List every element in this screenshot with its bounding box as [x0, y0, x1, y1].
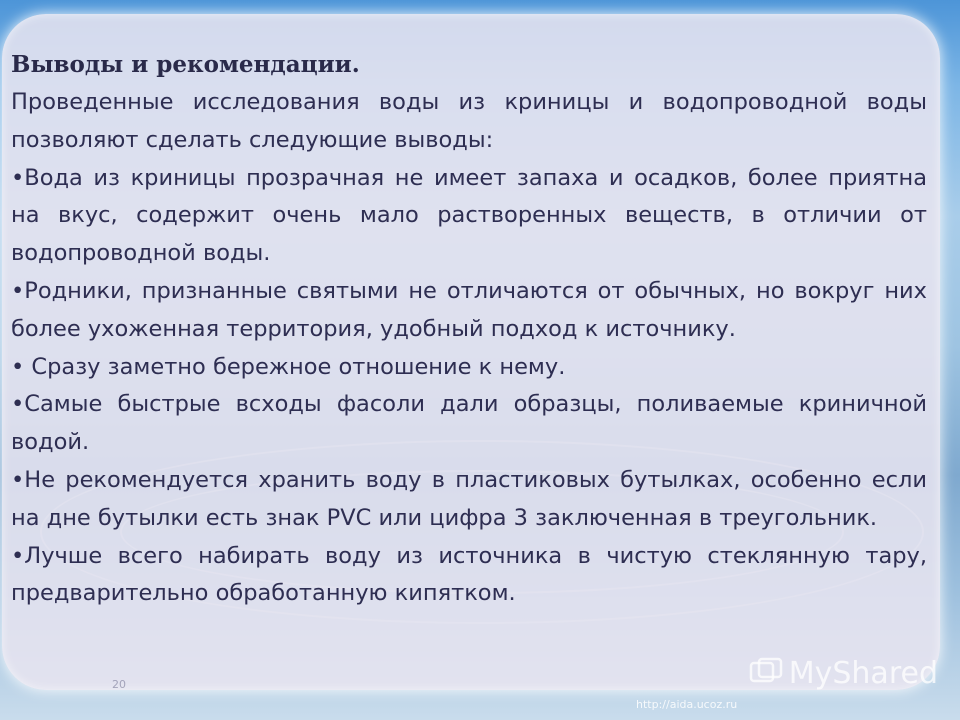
bullet-holy-springs: •Родники, признанные святыми не отличаются от обычных, но вокруг них более ухоженная территория, удобный подход к источнику.: [11, 277, 927, 342]
bullet-glass-container: •Лучше всего набирать воду из источника в чистую стеклянную тару, предварительно обработанную кипятком.: [11, 542, 927, 607]
slide-heading: Выводы и рекомендации.: [11, 51, 360, 78]
slide-content: [11, 48, 927, 613]
bullet-spring-water: •Вода из криницы прозрачная не имеет запаха и осадков, более приятна на вкус, содержит очень мало растворенных веществ, в отличии от водопроводной воды.: [11, 164, 927, 267]
intro-paragraph: Проведенные исследования воды из криницы и водопроводной воды позволяют сделать следующие выводы:: [11, 89, 927, 153]
slide-number: 20: [112, 678, 126, 691]
source-url: http://aida.ucoz.ru: [636, 698, 738, 711]
bullet-careful-attitude: • Сразу заметно бережное отношение к нему.: [11, 353, 566, 380]
bullet-bean-sprouts: •Самые быстрые всходы фасоли дали образцы, поливаемые криничной водой.: [11, 391, 927, 456]
watermark-text: MyShared: [788, 656, 938, 691]
myshared-logo-icon: [749, 657, 783, 687]
myshared-watermark: [749, 656, 938, 691]
bullet-plastic-bottles: •Не рекомендуется хранить воду в пластиковых бутылках, особенно если на дне бутылки есть знак PVC или цифра 3 заключенная в треугольник.: [11, 466, 927, 531]
